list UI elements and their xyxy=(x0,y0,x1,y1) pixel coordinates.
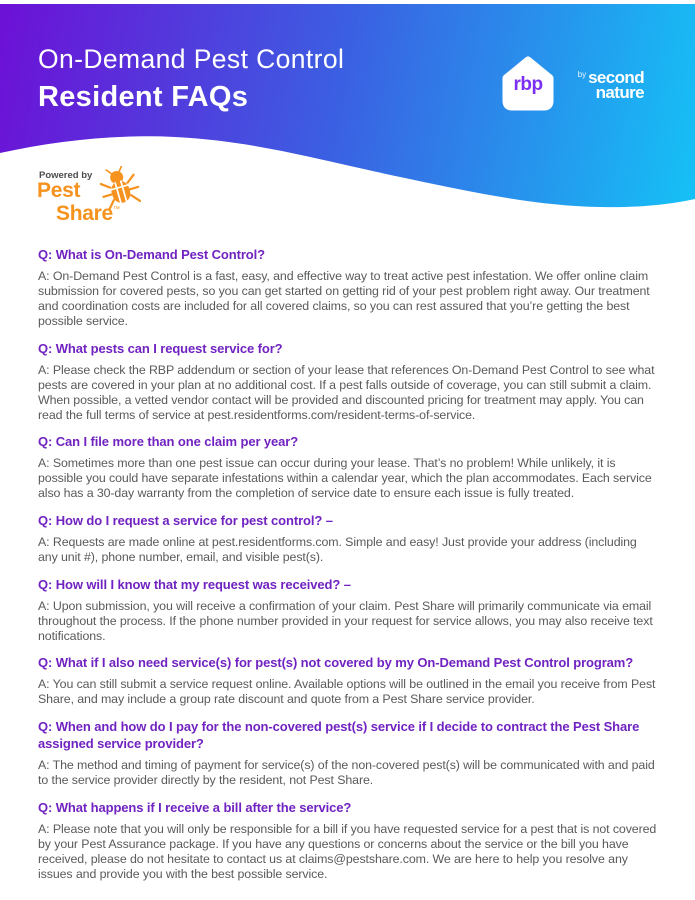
faq-question: Q: What happens if I receive a bill after the service? xyxy=(38,799,352,815)
faq-answer: A: Upon submission, you will receive a confirmation of your claim. Pest Share will primarily communicate via email throughout the process. If the phone number provided in your request for service allows, you may also receive text notifications. xyxy=(38,598,653,643)
pestshare-word-pest: Pest xyxy=(37,179,81,202)
second-nature-logo xyxy=(566,68,644,101)
faq-answer: A: Please check the RBP addendum or section of your lease that references On-Demand Pest Control to see what pests are covered in your plan at no additional cost. If a pest falls outside of coverage, you can still submit a claim. When possible, a vetted vendor contact will be provided and discounted pricing for treatment may apply. You can read the full terms of service at pest.residentforms.com/resident-terms-of-service. xyxy=(38,362,655,422)
faq-item xyxy=(38,576,658,644)
faq-question: Q: How will I know that my request was received? – xyxy=(38,576,351,592)
page-title-line2: Resident FAQs xyxy=(38,80,249,113)
faq-answer: A: Requests are made online at pest.residentforms.com. Simple and easy! Just provide your address (including any unit #), phone number, email, and visible pest(s). xyxy=(38,535,637,565)
faq-item xyxy=(38,433,658,501)
bug-icon xyxy=(99,166,141,212)
faq-item xyxy=(38,718,658,788)
brand-word-nature: nature xyxy=(595,83,644,102)
faq-answer: A: The method and timing of payment for service(s) of the non-covered pest(s) will be communicated with and paid to the service provider directly by the resident, not Pest Share. xyxy=(38,758,655,788)
faq-list xyxy=(38,246,658,892)
faq-answer: A: You can still submit a service request online. Available options will be outlined in the email you receive from Pest Share, and may include a group rate discount and quote from a Pest Share service provider. xyxy=(38,677,656,707)
faq-item xyxy=(38,512,658,565)
page-title xyxy=(38,44,344,114)
faq-item xyxy=(38,654,658,707)
trademark-symbol: ™ xyxy=(112,206,120,213)
powered-by-label: Powered by xyxy=(39,170,93,181)
by-label: by xyxy=(577,70,587,79)
faq-question: Q: What pests can I request service for? xyxy=(38,340,283,356)
faq-item xyxy=(38,799,658,882)
faq-answer: A: Sometimes more than one pest issue can occur during your lease. That’s no problem! While unlikely, it is possible you could have separate infestations within a calendar year, which the plan accommodates. Each service also has a 30-day warranty from the completion of service date to ensure each issue is fully treated. xyxy=(38,456,652,501)
faq-question: Q: Can I file more than one claim per year? xyxy=(38,434,299,450)
second-nature-line2 xyxy=(566,83,644,102)
rbp-logo-text: rbp xyxy=(513,74,543,95)
faq-question: Q: How do I request a service for pest control? – xyxy=(38,512,333,528)
faq-answer: A: On-Demand Pest Control is a fast, easy, and effective way to treat active pest infestation. We offer online claim submission for covered pests, so you can get started on getting rid of your pest problem right away. Our treatment and coordination costs are included for all covered claims, so you can rest assured that you’re getting the best possible service. xyxy=(38,269,650,329)
faq-question: Q: When and how do I pay for the non-covered pest(s) service if I decide to contract the Pest Share assigned service provider? xyxy=(38,718,640,752)
pestshare-logo xyxy=(37,170,177,223)
faq-question: Q: What if I also need service(s) for pest(s) not covered by my On-Demand Pest Control program? xyxy=(38,655,634,671)
pestshare-word-share-text: Share xyxy=(56,202,113,225)
rbp-logo xyxy=(496,52,560,116)
brand-word-second: second xyxy=(588,68,644,87)
faq-question: Q: What is On-Demand Pest Control? xyxy=(38,247,265,262)
faq-item xyxy=(38,340,658,423)
page-title-line1: On-Demand Pest Control xyxy=(38,44,345,74)
faq-answer: A: Please note that you will only be responsible for a bill if you have requested service for a pest that is not covered by your Pest Assurance package. If you have any questions or concerns about the service or the bill you have received, please do not hesitate to contact us at claims@pestshare.com. We are here to help you resolve any issues and provide you with the best possible service. xyxy=(38,821,657,881)
faq-item xyxy=(38,246,658,329)
